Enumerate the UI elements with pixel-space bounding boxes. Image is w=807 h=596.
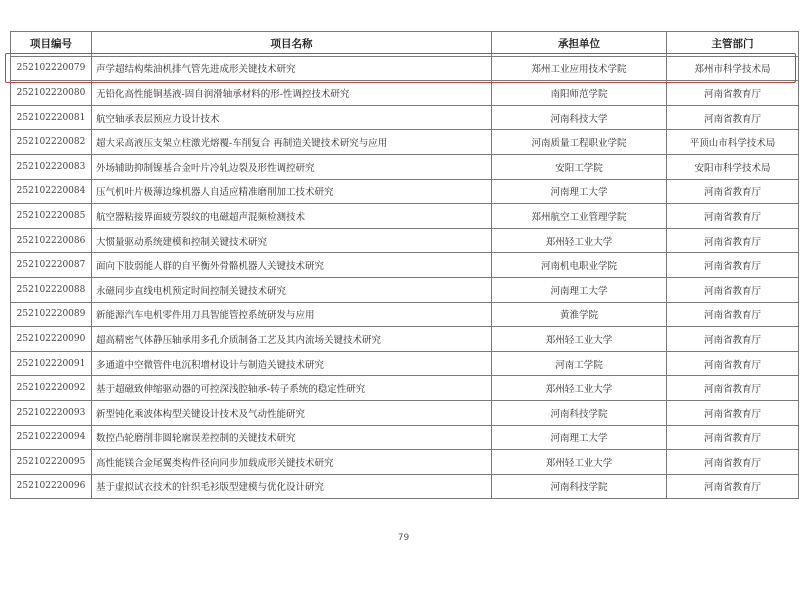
cell-undertaking-unit: 河南科技大学: [492, 105, 667, 130]
table-header-row: [11, 32, 799, 57]
cell-competent-department: 河南省教育厅: [667, 277, 799, 302]
cell-undertaking-unit: 河南理工大学: [492, 179, 667, 204]
cell-project-id: 252102220093: [11, 400, 92, 425]
table-row: [11, 376, 799, 401]
cell-undertaking-unit: 河南机电职业学院: [492, 253, 667, 278]
cell-competent-department: 河南省教育厅: [667, 474, 799, 499]
cell-project-name: 航空器粘接界面疲劳裂纹的电磁超声混频检测技术: [92, 204, 492, 229]
cell-project-id: 252102220080: [11, 81, 92, 106]
cell-undertaking-unit: 郑州轻工业大学: [492, 450, 667, 475]
cell-project-name: 航空轴承表层预应力设计技术: [92, 105, 492, 130]
cell-competent-department: 河南省教育厅: [667, 179, 799, 204]
column-header-project-id: 项目编号: [11, 32, 92, 57]
cell-undertaking-unit: 河南理工大学: [492, 277, 667, 302]
cell-undertaking-unit: 郑州轻工业大学: [492, 327, 667, 352]
cell-project-name: 多通道中空微管件电沉积增材设计与制造关键技术研究: [92, 351, 492, 376]
cell-competent-department: 河南省教育厅: [667, 351, 799, 376]
cell-project-id: 252102220085: [11, 204, 92, 229]
cell-undertaking-unit: 河南质量工程职业学院: [492, 130, 667, 155]
cell-undertaking-unit: 河南科技学院: [492, 400, 667, 425]
column-header-competent-department: 主管部门: [667, 32, 799, 57]
table-row: [11, 81, 799, 106]
table-row: [11, 154, 799, 179]
cell-project-id: 252102220088: [11, 277, 92, 302]
table-row: [11, 253, 799, 278]
cell-undertaking-unit: 郑州轻工业大学: [492, 376, 667, 401]
cell-project-name: 永磁同步直线电机预定时间控制关键技术研究: [92, 277, 492, 302]
cell-undertaking-unit: 南阳师范学院: [492, 81, 667, 106]
cell-project-id: 252102220083: [11, 154, 92, 179]
table-row: [11, 425, 799, 450]
cell-undertaking-unit: 郑州工业应用技术学院: [492, 56, 667, 81]
cell-project-id: 252102220090: [11, 327, 92, 352]
cell-competent-department: 河南省教育厅: [667, 450, 799, 475]
table-row: [11, 474, 799, 499]
cell-competent-department: 河南省教育厅: [667, 81, 799, 106]
cell-undertaking-unit: 安阳工学院: [492, 154, 667, 179]
cell-undertaking-unit: 河南理工大学: [492, 425, 667, 450]
cell-project-id: 252102220094: [11, 425, 92, 450]
table-row: [11, 400, 799, 425]
cell-competent-department: 河南省教育厅: [667, 302, 799, 327]
column-header-undertaking-unit: 承担单位: [492, 32, 667, 57]
table-body: [11, 56, 799, 499]
cell-competent-department: 河南省教育厅: [667, 105, 799, 130]
table-row: [11, 277, 799, 302]
cell-project-id: 252102220084: [11, 179, 92, 204]
cell-competent-department: 河南省教育厅: [667, 376, 799, 401]
cell-project-name: 压气机叶片极薄边缘机器人自适应精准磨削加工技术研究: [92, 179, 492, 204]
cell-project-id: 252102220095: [11, 450, 92, 475]
cell-project-name: 无铅化高性能铜基液-固自润滑轴承材料的形-性调控技术研究: [92, 81, 492, 106]
cell-project-name: 基于虚拟试衣技术的针织毛衫版型建模与优化设计研究: [92, 474, 492, 499]
cell-undertaking-unit: 郑州轻工业大学: [492, 228, 667, 253]
cell-project-name: 新型钝化乘波体构型关键设计技术及气动性能研究: [92, 400, 492, 425]
cell-competent-department: 河南省教育厅: [667, 253, 799, 278]
project-list-table: [10, 31, 799, 499]
cell-competent-department: 河南省教育厅: [667, 228, 799, 253]
table-row: [11, 228, 799, 253]
table-row: [11, 130, 799, 155]
table-row: [11, 105, 799, 130]
cell-project-name: 超大采高液压支架立柱激光熔覆-车削复合 再制造关键技术研究与应用: [92, 130, 492, 155]
cell-project-name: 高性能镁合金尾翼类构件径向同步加载成形关键技术研究: [92, 450, 492, 475]
cell-project-name: 新能源汽车电机零件用刀具智能管控系统研发与应用: [92, 302, 492, 327]
cell-project-name: 外场辅助抑制镍基合金叶片冷轧边裂及形性调控研究: [92, 154, 492, 179]
cell-project-name: 基于超磁致伸缩驱动器的可控深浅腔轴承-转子系统的稳定性研究: [92, 376, 492, 401]
cell-project-id: 252102220089: [11, 302, 92, 327]
cell-competent-department: 河南省教育厅: [667, 400, 799, 425]
cell-undertaking-unit: 河南科技学院: [492, 474, 667, 499]
page-number: 79: [397, 533, 410, 543]
table-row: [11, 179, 799, 204]
cell-project-name: 数控凸轮磨削非圆轮廓误差控制的关键技术研究: [92, 425, 492, 450]
cell-project-id: 252102220091: [11, 351, 92, 376]
cell-project-id: 252102220096: [11, 474, 92, 499]
cell-project-id: 252102220079: [11, 56, 92, 81]
table-row: [11, 450, 799, 475]
table-row: [11, 351, 799, 376]
column-header-project-name: 项目名称: [92, 32, 492, 57]
cell-undertaking-unit: 郑州航空工业管理学院: [492, 204, 667, 229]
table-row: [11, 56, 799, 81]
table-row: [11, 327, 799, 352]
table-row: [11, 302, 799, 327]
cell-project-id: 252102220086: [11, 228, 92, 253]
cell-project-id: 252102220087: [11, 253, 92, 278]
cell-project-id: 252102220092: [11, 376, 92, 401]
cell-project-id: 252102220082: [11, 130, 92, 155]
cell-project-name: 声学超结构柴油机排气管先进成形关键技术研究: [92, 56, 492, 81]
cell-project-name: 面向下肢弱能人群的自平衡外骨骼机器人关键技术研究: [92, 253, 492, 278]
cell-project-id: 252102220081: [11, 105, 92, 130]
cell-undertaking-unit: 河南工学院: [492, 351, 667, 376]
cell-undertaking-unit: 黄淮学院: [492, 302, 667, 327]
cell-competent-department: 安阳市科学技术局: [667, 154, 799, 179]
cell-competent-department: 河南省教育厅: [667, 327, 799, 352]
cell-competent-department: 平顶山市科学技术局: [667, 130, 799, 155]
cell-competent-department: 河南省教育厅: [667, 204, 799, 229]
cell-project-name: 超高精密气体静压轴承用多孔介质制备工艺及其内流场关键技术研究: [92, 327, 492, 352]
cell-competent-department: 郑州市科学技术局: [667, 56, 799, 81]
cell-competent-department: 河南省教育厅: [667, 425, 799, 450]
cell-project-name: 大惯量驱动系统建模和控制关键技术研究: [92, 228, 492, 253]
table-row: [11, 204, 799, 229]
